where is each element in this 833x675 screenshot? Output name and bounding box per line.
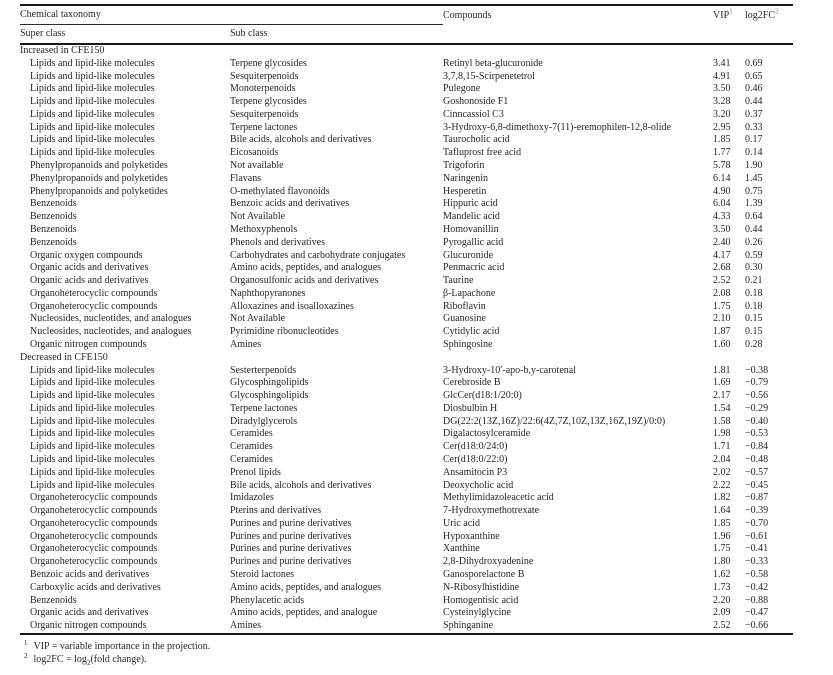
cell-fc: 0.64 [745, 211, 763, 223]
cell-vip: 3.28 [713, 96, 731, 108]
cell-vip: 1.98 [713, 428, 731, 440]
table-row [20, 531, 793, 544]
section-header-row [20, 44, 793, 58]
cell-fc: 0.18 [745, 287, 763, 299]
cell-sub: Glycosphingolipids [230, 390, 309, 402]
cell-fc: −0.38 [745, 364, 769, 376]
cell-compound: Deoxycholic acid [443, 479, 514, 491]
cell-super: Phenylpropanoids and polyketides [30, 185, 168, 197]
cell-compound: GlcCer(d18:1/20:0) [443, 390, 522, 402]
cell-compound: Ansamitocin P3 [443, 466, 508, 478]
cell-sub: Ceramides [230, 441, 273, 453]
cell-compound: Diosbulbin H [443, 402, 498, 414]
table-row [20, 198, 793, 211]
cell-super: Lipids and lipid-like molecules [30, 70, 155, 82]
log2fc-label: log2FC [745, 9, 776, 21]
cell-sub: Purines and purine derivatives [230, 556, 352, 568]
cell-vip: 1.54 [713, 402, 731, 414]
cell-compound: 3-Hydroxy-10′-apo-b,y-carotenal [443, 364, 576, 376]
col-header-compounds [443, 5, 713, 25]
cell-fc: −0.61 [745, 530, 769, 542]
cell-vip: 4.17 [713, 249, 731, 261]
cell-vip: 2.20 [713, 594, 731, 606]
cell-vip: 6.14 [713, 172, 731, 184]
cell-sub: Benzoic acids and derivatives [230, 198, 350, 210]
cell-fc: −0.33 [745, 556, 769, 568]
cell-vip: 1.87 [713, 326, 731, 338]
cell-super: Lipids and lipid-like molecules [30, 134, 155, 146]
cell-sub: Purines and purine derivatives [230, 517, 352, 529]
table-row [20, 186, 793, 199]
cell-super: Lipids and lipid-like molecules [30, 108, 155, 120]
table-row [20, 620, 793, 634]
table-row [20, 582, 793, 595]
cell-compound: Taurocholic acid [443, 134, 510, 146]
footnote-marker: 1 [24, 638, 28, 647]
cell-compound: Hypoxanthine [443, 530, 500, 542]
cell-fc: 0.75 [745, 185, 763, 197]
cell-sub: Steroid lactones [230, 569, 295, 581]
table-row [20, 288, 793, 301]
col-header-chemical-taxonomy [20, 5, 443, 25]
cell-fc: 0.30 [745, 262, 763, 274]
col-header-vip [713, 5, 745, 25]
cell-compound: Cer(d18:0/22:0) [443, 454, 508, 465]
table-row [20, 173, 793, 186]
cell-super: Lipids and lipid-like molecules [30, 415, 155, 427]
section-label: Increased in CFE150 [20, 45, 105, 56]
table-row [20, 339, 793, 352]
cell-sub: Prenol lipids [230, 466, 281, 478]
header-spacer-vip [713, 25, 745, 45]
cell-compound: Cysteinylglycine [443, 607, 511, 619]
cell-vip: 1.75 [713, 300, 731, 312]
cell-compound: Digalactosylceramide [443, 428, 531, 440]
cell-fc: 0.28 [745, 338, 763, 350]
cell-compound: Uric acid [443, 517, 480, 529]
cell-fc: −0.45 [745, 479, 769, 491]
cell-compound: Homogentisic acid [443, 594, 519, 606]
table-row [20, 83, 793, 96]
cell-compound: Cinncassiol C3 [443, 108, 504, 120]
table-row [20, 518, 793, 531]
table-body [20, 44, 793, 634]
cell-fc: 0.44 [745, 96, 763, 108]
cell-super: Benzenoids [30, 594, 77, 606]
cell-sub: Sesterterpenoids [230, 364, 297, 376]
table-row [20, 454, 793, 467]
cell-compound: Mandelic acid [443, 211, 500, 223]
cell-fc: −0.40 [745, 415, 769, 427]
cell-super: Phenylpropanoids and polyketides [30, 172, 168, 184]
cell-fc: 0.46 [745, 83, 763, 95]
cell-sub: Terpene glycosides [230, 57, 307, 69]
cell-fc: −0.47 [745, 607, 769, 619]
cell-compound: 2,8-Dihydroxyadenine [443, 556, 534, 568]
section-label: Decreased in CFE150 [20, 351, 108, 363]
table-row [20, 71, 793, 84]
cell-super: Organoheterocyclic compounds [30, 300, 158, 312]
cell-vip: 2.40 [713, 236, 731, 248]
footnote-marker: 2 [24, 651, 28, 660]
cell-super: Organic nitrogen compounds [30, 338, 147, 350]
cell-sub: Phenols and derivatives [230, 236, 325, 248]
cell-sub: Carbohydrates and carbohydrate conjugates [230, 249, 406, 261]
cell-sub: Purines and purine derivatives [230, 543, 352, 555]
cell-sub: Purines and purine derivatives [230, 530, 352, 542]
cell-super: Nucleosides, nucleotides, and analogues [30, 326, 192, 338]
cell-vip: 1.64 [713, 505, 731, 517]
cell-sub: Organosulfonic acids and derivatives [230, 275, 379, 287]
cell-sub: Ceramides [230, 428, 273, 440]
cell-vip: 2.09 [713, 607, 731, 619]
cell-compound: Trigoforin [443, 160, 485, 172]
cell-compound: N-Ribosylhistidine [443, 581, 520, 593]
cell-super: Lipids and lipid-like molecules [30, 96, 155, 108]
cell-super: Lipids and lipid-like molecules [30, 454, 155, 465]
cell-compound: Xanthine [443, 543, 480, 555]
cell-compound: Homovanillin [443, 223, 499, 235]
cell-fc: −0.66 [745, 620, 769, 632]
table-row [20, 313, 793, 326]
cell-compound: Pyrogallic acid [443, 236, 504, 248]
table-row [20, 595, 793, 608]
cell-super: Lipids and lipid-like molecules [30, 466, 155, 478]
table-row [20, 134, 793, 147]
cell-vip: 4.91 [713, 70, 731, 82]
cell-fc: −0.84 [745, 441, 769, 453]
cell-super: Lipids and lipid-like molecules [30, 364, 155, 376]
cell-vip: 2.52 [713, 275, 731, 287]
cell-compound: Riboflavin [443, 300, 486, 312]
cell-sub: Terpene glycosides [230, 96, 307, 108]
table-row [20, 543, 793, 556]
cell-vip: 1.71 [713, 441, 731, 453]
sub-class-label: Sub class [230, 28, 268, 39]
cell-vip: 3.41 [713, 57, 731, 69]
table-row [20, 262, 793, 275]
cell-vip: 1.77 [713, 147, 731, 159]
cell-fc: 1.90 [745, 160, 763, 172]
cell-compound: Ganosporelactone B [443, 569, 525, 581]
cell-vip: 1.58 [713, 415, 731, 427]
cell-compound: Hippuric acid [443, 198, 498, 210]
cell-vip: 1.80 [713, 556, 731, 568]
table-row [20, 301, 793, 314]
cell-sub: Terpene lactones [230, 121, 298, 133]
table-row [20, 122, 793, 135]
cell-fc: 0.26 [745, 236, 763, 248]
table-row [20, 160, 793, 173]
cell-sub: Sesquiterpenoids [230, 70, 299, 82]
cell-sub: Amino acids, peptides, and analogues [230, 262, 382, 274]
cell-fc: 0.15 [745, 313, 763, 325]
cell-compound: Methylimidazoleacetic acid [443, 492, 554, 504]
cell-sub: Glycosphingolipids [230, 377, 309, 389]
cell-vip: 2.17 [713, 390, 731, 402]
cell-fc: −0.39 [745, 505, 769, 517]
cell-compound: Naringenin [443, 172, 489, 184]
cell-fc: −0.56 [745, 390, 769, 402]
table-row [20, 607, 793, 620]
vip-footnote-ref: 1 [729, 7, 733, 16]
cell-vip: 1.82 [713, 492, 731, 504]
table-row [20, 224, 793, 237]
cell-fc: 0.33 [745, 121, 763, 133]
cell-compound: Penmacric acid [443, 262, 505, 274]
cell-super: Organic oxygen compounds [30, 249, 143, 261]
cell-sub: Flavans [230, 172, 262, 184]
cell-compound: Cerebroside B [443, 377, 501, 389]
cell-vip: 2.52 [713, 620, 731, 632]
cell-sub: Bile acids, alcohols and derivatives [230, 479, 372, 491]
cell-compound: Sphingosine [443, 338, 493, 350]
cell-fc: 0.69 [745, 57, 763, 69]
cell-compound: 7-Hydroxymethotrexate [443, 505, 540, 517]
compounds-label: Compounds [443, 9, 492, 21]
cell-sub: O-methylated flavonoids [230, 185, 330, 197]
cell-fc: 1.39 [745, 198, 763, 210]
cell-super: Benzoic acids and derivatives [30, 569, 150, 581]
col-header-super-class [20, 25, 230, 45]
cell-vip: 2.68 [713, 262, 731, 274]
cell-fc: 0.15 [745, 326, 763, 338]
table-row [20, 505, 793, 518]
cell-sub: Amines [230, 338, 262, 350]
cell-super: Phenylpropanoids and polyketides [30, 160, 168, 172]
cell-super: Organic acids and derivatives [30, 607, 149, 619]
cell-sub: Not Available [230, 211, 286, 223]
cell-fc: 0.65 [745, 70, 763, 82]
cell-super: Lipids and lipid-like molecules [30, 147, 155, 159]
cell-super: Organoheterocyclic compounds [30, 543, 158, 555]
table-row [20, 480, 793, 493]
vip-label: VIP [713, 9, 730, 21]
cell-super: Benzenoids [30, 211, 77, 223]
table-row [20, 403, 793, 416]
table-row [20, 492, 793, 505]
cell-sub: Pyrimidine ribonucleotides [230, 326, 339, 338]
col-header-sub-class [230, 25, 443, 45]
cell-vip: 1.73 [713, 581, 731, 593]
cell-vip: 2.95 [713, 121, 731, 133]
cell-compound: DG(22:2(13Z,16Z)/22:6(4Z,7Z,10Z,13Z,16Z,19Z)/0:0) [443, 415, 666, 427]
footnotes [20, 640, 793, 666]
cell-vip: 4.33 [713, 211, 731, 223]
cell-sub: Methoxyphenols [230, 223, 298, 235]
cell-super: Organoheterocyclic compounds [30, 287, 158, 299]
cell-fc: −0.42 [745, 581, 769, 593]
cell-super: Organic nitrogen compounds [30, 620, 147, 632]
cell-compound: Sphinganine [443, 620, 494, 632]
cell-super: Benzenoids [30, 223, 77, 235]
header-spacer-compounds [443, 25, 713, 45]
cell-compound: Tafluprost free acid [443, 147, 522, 159]
cell-sub: Not Available [230, 313, 286, 325]
cell-fc: −0.53 [745, 428, 769, 440]
table-row [20, 326, 793, 339]
header-group-row [20, 5, 793, 25]
table-row [20, 250, 793, 263]
cell-fc: 0.37 [745, 108, 763, 120]
cell-sub: Not available [230, 160, 284, 172]
cell-fc: −0.87 [745, 492, 769, 504]
cell-compound: Hesperetin [443, 185, 487, 197]
table-row [20, 275, 793, 288]
cell-super: Lipids and lipid-like molecules [30, 428, 155, 440]
cell-compound: Glucuronide [443, 249, 494, 261]
cell-vip: 1.85 [713, 517, 731, 529]
chemical-taxonomy-label: Chemical taxonomy [20, 9, 101, 20]
cell-vip: 1.75 [713, 543, 731, 555]
cell-vip: 1.81 [713, 364, 731, 376]
cell-sub: Diradylglycerols [230, 415, 298, 427]
cell-sub: Eicosanoids [230, 147, 279, 159]
table-row [20, 109, 793, 122]
cell-super: Organic acids and derivatives [30, 275, 149, 287]
table-row [20, 147, 793, 160]
footnote: $^1$ VIP = variable importance in the projection. [24, 638, 211, 652]
cell-sub: Imidazoles [230, 492, 274, 504]
cell-fc: −0.29 [745, 402, 769, 414]
cell-vip: 5.78 [713, 160, 731, 172]
cell-super: Organoheterocyclic compounds [30, 517, 158, 529]
cell-fc: 1.45 [745, 172, 763, 184]
cell-fc: −0.58 [745, 569, 769, 581]
footnote: $^2$ $\log 2FC = \log_2(fold$ change). [24, 651, 147, 667]
cell-super: Carboxylic acids and derivatives [30, 581, 161, 593]
table-row [20, 467, 793, 480]
cell-sub: Amines [230, 620, 262, 632]
cell-compound: Retinyl beta-glucuronide [443, 57, 543, 69]
cell-fc: −0.41 [745, 543, 769, 555]
cell-sub: Monoterpenoids [230, 83, 296, 95]
cell-vip: 2.02 [713, 466, 731, 478]
cell-super: Lipids and lipid-like molecules [30, 83, 155, 95]
cell-fc: 0.17 [745, 134, 763, 146]
col-header-log2fc [745, 5, 793, 25]
cell-fc: −0.70 [745, 517, 769, 529]
cell-fc: 0.18 [745, 300, 763, 312]
cell-sub: Amino acids, peptides, and analogue [230, 607, 378, 619]
cell-sub: Bile acids, alcohols and derivatives [230, 134, 372, 146]
cell-compound: 3-Hydroxy-6,8-dimethoxy-7(11)-eremophilen-12,8-olide [443, 121, 671, 133]
log2fc-footnote-ref: 2 [775, 7, 779, 16]
cell-sub: Alloxazines and isoalloxazines [230, 300, 354, 312]
cell-sub: Sesquiterpenoids [230, 108, 299, 120]
cell-fc: 0.59 [745, 249, 763, 261]
table-row [20, 416, 793, 429]
table-row [20, 58, 793, 71]
table-row [20, 569, 793, 582]
table-row [20, 365, 793, 378]
cell-sub: Phenylacetic acids [230, 594, 305, 606]
cell-super: Nucleosides, nucleotides, and analogues [30, 313, 192, 325]
cell-vip: 1.96 [713, 530, 731, 542]
cell-super: Organoheterocyclic compounds [30, 492, 158, 504]
table-row [20, 211, 793, 224]
cell-vip: 3.50 [713, 83, 731, 95]
cell-super: Benzenoids [30, 236, 77, 248]
cell-compound: Goshonoside F1 [443, 96, 509, 108]
cell-vip: 2.22 [713, 479, 731, 491]
section-header-row [20, 352, 793, 365]
table-row [20, 377, 793, 390]
cell-super: Organic acids and derivatives [30, 262, 149, 274]
cell-fc: 0.14 [745, 147, 763, 159]
cell-compound: Cer(d18:0/24:0) [443, 441, 508, 453]
cell-super: Lipids and lipid-like molecules [30, 441, 155, 453]
cell-vip: 6.04 [713, 198, 731, 210]
cell-sub: Terpene lactones [230, 402, 298, 414]
cell-vip: 2.08 [713, 287, 731, 299]
cell-sub: Amino acids, peptides, and analogues [230, 581, 382, 593]
cell-fc: 0.21 [745, 275, 763, 287]
cell-fc: −0.48 [745, 454, 769, 465]
table-row [20, 237, 793, 250]
cell-compound: 3,7,8,15-Scirpenetetrol [443, 70, 535, 82]
cell-fc: −0.57 [745, 466, 769, 478]
cell-vip: 1.62 [713, 569, 731, 581]
cell-vip: 2.04 [713, 454, 731, 465]
cell-super: Organoheterocyclic compounds [30, 556, 158, 568]
cell-sub: Ceramides [230, 454, 273, 465]
table-row [20, 428, 793, 441]
cell-vip: 1.60 [713, 338, 731, 350]
cell-compound: Pulegone [443, 83, 481, 95]
cell-vip: 3.20 [713, 108, 731, 120]
footnote-subscript: 2 [86, 658, 91, 667]
cell-vip: 1.69 [713, 377, 731, 389]
table-row [20, 96, 793, 109]
cell-vip: 1.85 [713, 134, 731, 146]
cell-compound: Guanosine [443, 313, 486, 325]
cell-super: Organoheterocyclic compounds [30, 530, 158, 542]
header-spacer-log2fc [745, 25, 793, 45]
super-class-label: Super class [20, 28, 66, 39]
cell-super: Lipids and lipid-like molecules [30, 390, 155, 402]
cell-vip: 3.50 [713, 223, 731, 235]
table-row [20, 556, 793, 569]
cell-compound: Cytidylic acid [443, 326, 500, 338]
cell-vip: 2.10 [713, 313, 731, 325]
cell-super: Lipids and lipid-like molecules [30, 121, 155, 133]
cell-super: Benzenoids [30, 198, 77, 210]
table-header [20, 5, 793, 44]
header-subclass-row [20, 25, 793, 45]
cell-fc: −0.79 [745, 377, 769, 389]
cell-sub: Naphthopyranones [230, 287, 306, 299]
cell-vip: 4.90 [713, 185, 731, 197]
cell-super: Lipids and lipid-like molecules [30, 479, 155, 491]
cell-super: Lipids and lipid-like molecules [30, 57, 155, 69]
cell-super: Organoheterocyclic compounds [30, 505, 158, 517]
cell-sub: Pterins and derivatives [230, 505, 322, 517]
cell-compound: Taurine [443, 275, 474, 287]
cell-fc: 0.44 [745, 223, 763, 235]
cell-super: Lipids and lipid-like molecules [30, 402, 155, 414]
cell-fc: −0.88 [745, 594, 769, 606]
cell-compound: β-Lapachone [443, 287, 496, 299]
table-row [20, 441, 793, 454]
table-row [20, 390, 793, 403]
cell-super: Lipids and lipid-like molecules [30, 377, 155, 389]
compound-table [20, 4, 793, 635]
